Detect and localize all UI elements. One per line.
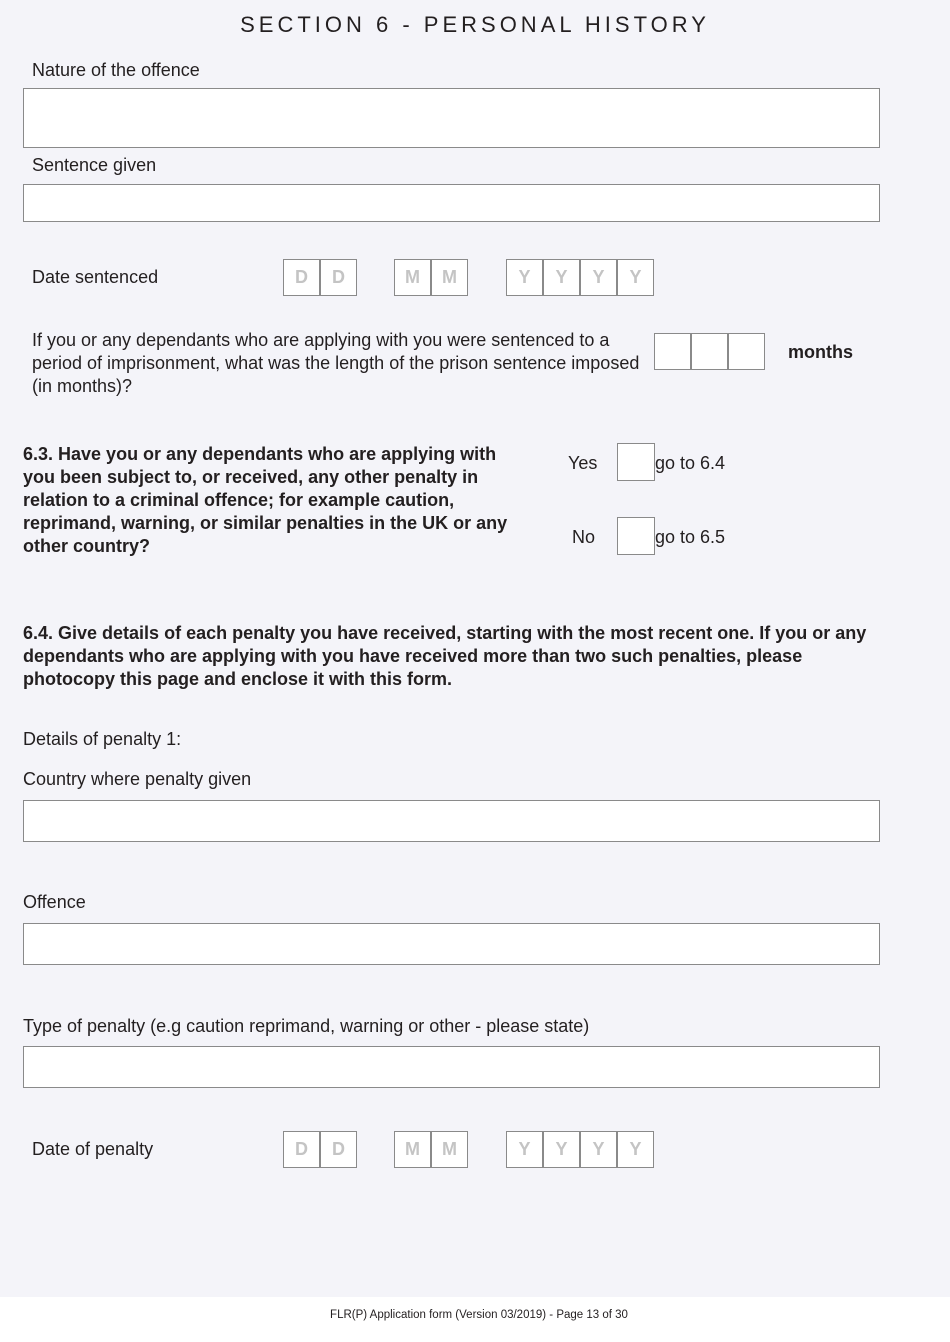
sentence-given-label: Sentence given	[32, 155, 157, 175]
month-digit-1-box[interactable]: M	[394, 1131, 431, 1168]
question-6-4-text: 6.4. Give details of each penalty you have received, starting with the most recent one. If you or any dependants who are applying with you have received more than two such penalties, please photocopy this page and enclose it with this form.	[23, 623, 867, 689]
penalty-type-field[interactable]	[23, 1046, 880, 1088]
penalty-type-label: Type of penalty (e.g caution reprimand, warning or other - please state)	[23, 1016, 590, 1036]
section-title: SECTION 6 - PERSONAL HISTORY	[240, 12, 710, 37]
months-digit-1-box[interactable]	[654, 333, 691, 370]
months-unit-label: months	[788, 342, 853, 362]
country-field[interactable]	[23, 800, 880, 842]
nature-of-offence-label: Nature of the offence	[32, 60, 200, 80]
penalty-1-heading: Details of penalty 1:	[23, 729, 182, 749]
question-6-3-text: 6.3. Have you or any dependants who are applying with you been subject to, or received, any other penalty in relation to a criminal offence; for example caution, reprimand, warning, or similar penalties in the UK or any other country?	[23, 444, 508, 556]
country-label: Country where penalty given	[23, 769, 252, 789]
year-digit-1-box[interactable]: Y	[506, 259, 543, 296]
no-goto-label: go to 6.5	[655, 527, 726, 547]
nature-of-offence-field[interactable]	[23, 88, 880, 148]
month-digit-2-box[interactable]: M	[431, 1131, 468, 1168]
year-digit-4-box[interactable]: Y	[617, 259, 654, 296]
year-digit-4-box[interactable]: Y	[617, 1131, 654, 1168]
imprisonment-length-question: If you or any dependants who are applying with you were sentenced to a period of imprisonment, what was the length of the prison sentence imposed (in months)?	[32, 330, 640, 396]
day-digit-2-box[interactable]: D	[320, 259, 357, 296]
yes-label: Yes	[568, 453, 598, 473]
year-digit-1-box[interactable]: Y	[506, 1131, 543, 1168]
year-digit-3-box[interactable]: Y	[580, 259, 617, 296]
no-checkbox[interactable]	[617, 517, 655, 555]
months-digit-3-box[interactable]	[728, 333, 765, 370]
month-digit-1-box[interactable]: M	[394, 259, 431, 296]
year-digit-2-box[interactable]: Y	[543, 259, 580, 296]
yes-goto-label: go to 6.4	[655, 453, 726, 473]
no-label: No	[572, 527, 596, 547]
year-digit-3-box[interactable]: Y	[580, 1131, 617, 1168]
day-digit-1-box[interactable]: D	[283, 1131, 320, 1168]
month-digit-2-box[interactable]: M	[431, 259, 468, 296]
day-digit-1-box[interactable]: D	[283, 259, 320, 296]
offence-label: Offence	[23, 892, 86, 912]
year-digit-2-box[interactable]: Y	[543, 1131, 580, 1168]
date-sentenced-label: Date sentenced	[32, 267, 159, 287]
date-of-penalty-label: Date of penalty	[32, 1139, 154, 1159]
months-digit-2-box[interactable]	[691, 333, 728, 370]
page-footer: FLR(P) Application form (Version 03/2019) - Page 13 of 30	[330, 1309, 628, 1321]
offence-field[interactable]	[23, 923, 880, 965]
sentence-given-field[interactable]	[23, 184, 880, 222]
day-digit-2-box[interactable]: D	[320, 1131, 357, 1168]
yes-checkbox[interactable]	[617, 443, 655, 481]
